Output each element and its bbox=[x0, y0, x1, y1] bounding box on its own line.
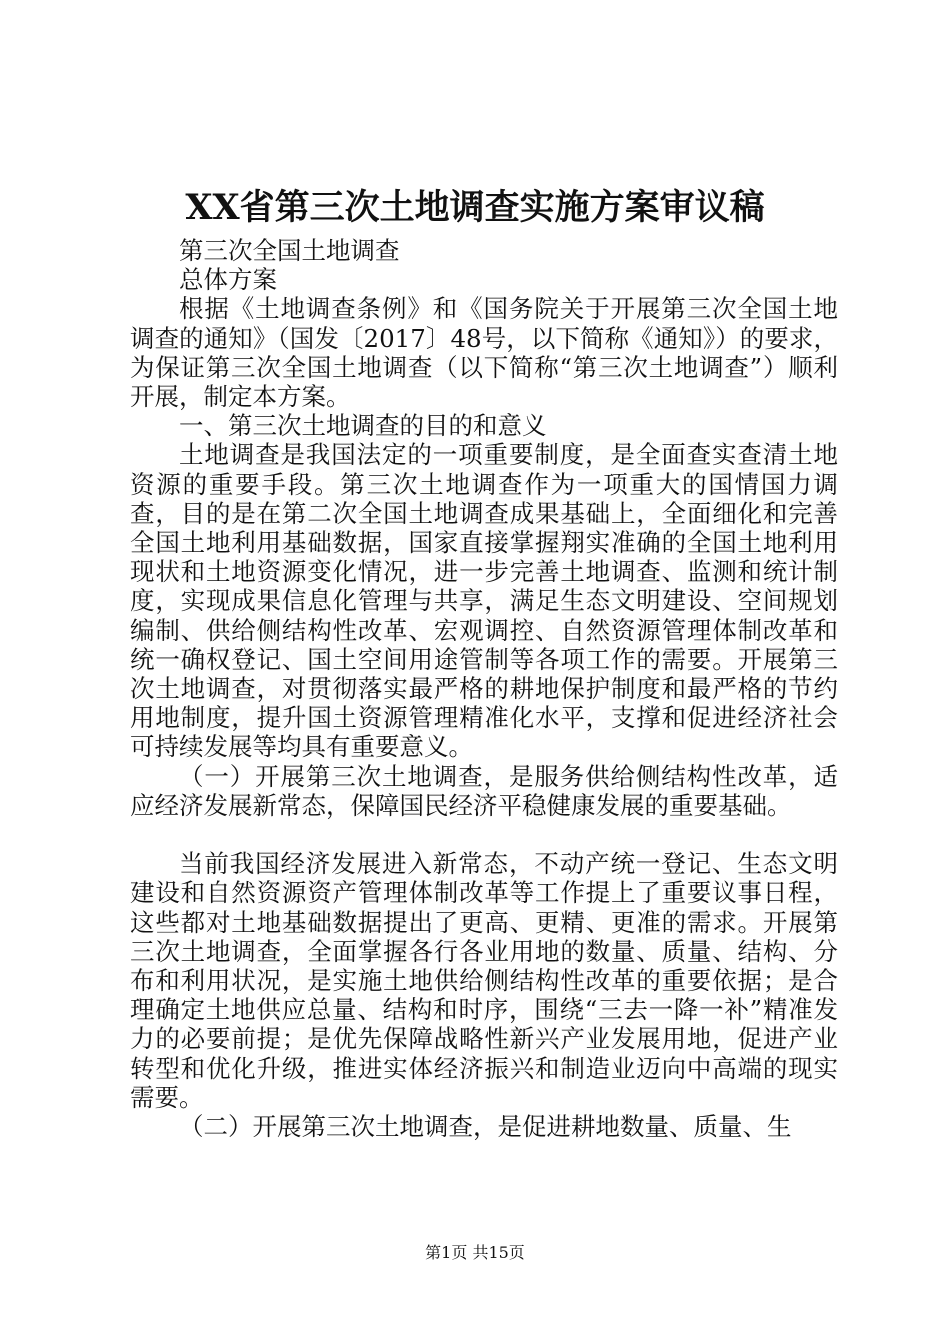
subsection-heading-2: （二）开展第三次土地调查，是促进耕地数量、质量、生 bbox=[179, 1112, 792, 1142]
paragraph-new-normal: 当前我国经济发展进入新常态，不动产统一登记、生态文明建设和自然资源资产管理体制改革等工作提上了重要议事日程，这些都对土地基础数据提出了更高、更精、更准的需求。开展第三次土地调查，全面掌握各行各业用地的数量、质量、结构、分布和利用状况，是实施土地供给侧结构性改革的重要依据；是合理确定土地供应总量、结构和时序，围绕“三去一降一补”精准发力的必要前提；是优先保障战略性新兴产业发展用地，促进产业转型和优化升级，推进实体经济振兴和制造业迈向中高端的现实需要。 bbox=[130, 849, 838, 1112]
page-number-footer: 第1页 共15页 bbox=[425, 1243, 525, 1262]
paragraph-overall-plan: 总体方案 bbox=[179, 265, 277, 295]
paragraph-purpose: 土地调查是我国法定的一项重要制度，是全面查实查清土地资源的重要手段。第三次土地调查作为一项重大的国情国力调查，目的是在第二次全国土地调查成果基础上，全面细化和完善全国土地利用基础数据，国家直接掌握翔实准确的全国土地利用现状和土地资源变化情况，进一步完善土地调查、监测和统计制度，实现成果信息化管理与共享，满足生态文明建设、空间规划编制、供给侧结构性改革、宏观调控、自然资源管理体制改革和统一确权登记、国土空间用途管制等各项工作的需要。开展第三次土地调查，对贯彻落实最严格的耕地保护制度和最严格的节约用地制度，提升国土资源管理精准化水平，支撑和促进经济社会可持续发展等均具有重要意义。 bbox=[130, 440, 838, 762]
section-heading-purpose: 一、第三次土地调查的目的和意义 bbox=[179, 411, 547, 441]
subsection-heading-1: （一）开展第三次土地调查，是服务供给侧结构性改革，适应经济发展新常态，保障国民经济平稳健康发展的重要基础。 bbox=[130, 761, 838, 820]
paragraph-basis: 根据《土地调查条例》和《国务院关于开展第三次全国土地调查的通知》（国发〔2017〕48号，以下简称《通知》）的要求，为保证第三次全国土地调查（以下简称“第三次土地调查”）顺利开展，制定本方案。 bbox=[130, 294, 838, 412]
document-body bbox=[130, 236, 838, 1141]
document-title: XX省第三次土地调查实施方案审议稿 bbox=[185, 187, 765, 228]
paragraph-survey-name: 第三次全国土地调查 bbox=[179, 236, 400, 265]
